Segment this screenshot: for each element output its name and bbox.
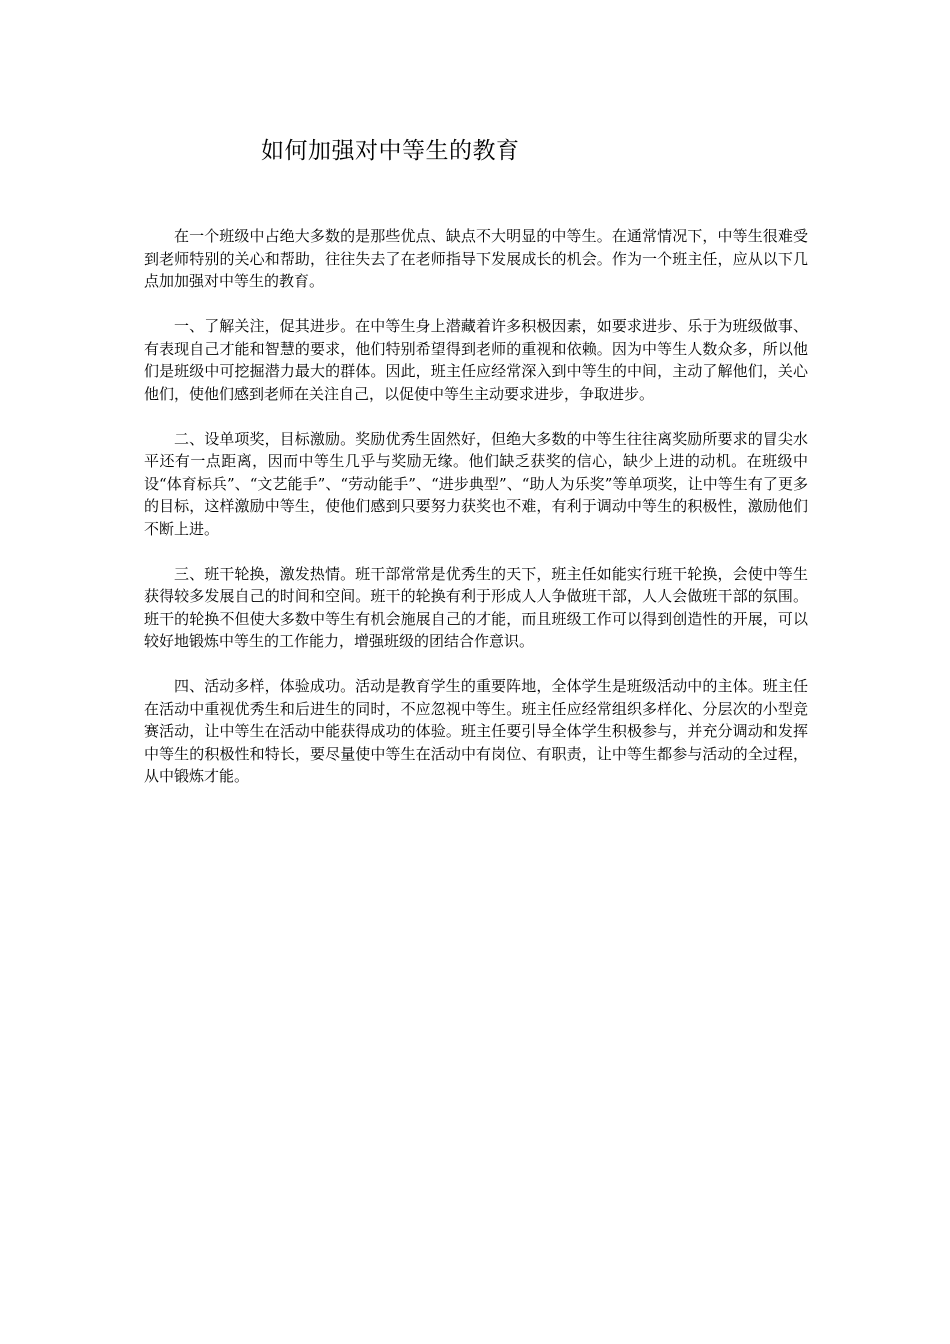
paragraph-point-2: 二、设单项奖，目标激励。奖励优秀生固然好，但绝大多数的中等生往往离奖励所要求的冒尖水平还有一点距离，因而中等生几乎与奖励无缘。他们缺乏获奖的信心，缺少上进的动机。在班级中设“体育标兵”、“文艺能手”、“劳动能手”、“进步典型”、“助人为乐奖”等单项奖，让中等生有了更多的目标，这样激励中等生，使他们感到只要努力获奖也不难，有利于调动中等生的积极性，激励他们不断上进。 xyxy=(144,429,808,538)
paragraph-point-3: 三、班干轮换，激发热情。班干部常常是优秀生的天下，班主任如能实行班干轮换，会使中等生获得较多发展自己的时间和空间。班干的轮换有利于形成人人争做班干部，人人会做班干部的氛围。班干的轮换不但使大多数中等生有机会施展自己的才能，而且班级工作可以得到创造性的开展，可以较好地锻炼中等生的工作能力，增强班级的团结合作意识。 xyxy=(144,564,808,650)
paragraph-point-1: 一、了解关注，促其进步。在中等生身上潜藏着许多积极因素，如要求进步、乐于为班级做事、有表现自己才能和智慧的要求，他们特别希望得到老师的重视和依赖。因为中等生人数众多，所以他们是班级中可挖掘潜力最大的群体。因此，班主任应经常深入到中等生的中间，主动了解他们，关心他们，使他们感到老师在关注自己，以促使中等生主动要求进步，争取进步。 xyxy=(144,317,808,403)
paragraph-intro: 在一个班级中占绝大多数的是那些优点、缺点不大明显的中等生。在通常情况下，中等生很难受到老师特别的关心和帮助，往往失去了在老师指导下发展成长的机会。作为一个班主任，应从以下几点加加强对中等生的教育。 xyxy=(144,227,808,290)
paragraph-point-4: 四、活动多样，体验成功。活动是教育学生的重要阵地，全体学生是班级活动中的主体。班主任在活动中重视优秀生和后进生的同时，不应忽视中等生。班主任应经常组织多样化、分层次的小型竞赛活动，让中等生在活动中能获得成功的体验。班主任要引导全体学生积极参与，并充分调动和发挥中等生的积极性和特长，要尽量使中等生在活动中有岗位、有职责，让中等生都参与活动的全过程，从中锻炼才能。 xyxy=(144,677,808,785)
document-body xyxy=(144,225,808,810)
document-title: 如何加强对中等生的教育 xyxy=(261,138,520,164)
